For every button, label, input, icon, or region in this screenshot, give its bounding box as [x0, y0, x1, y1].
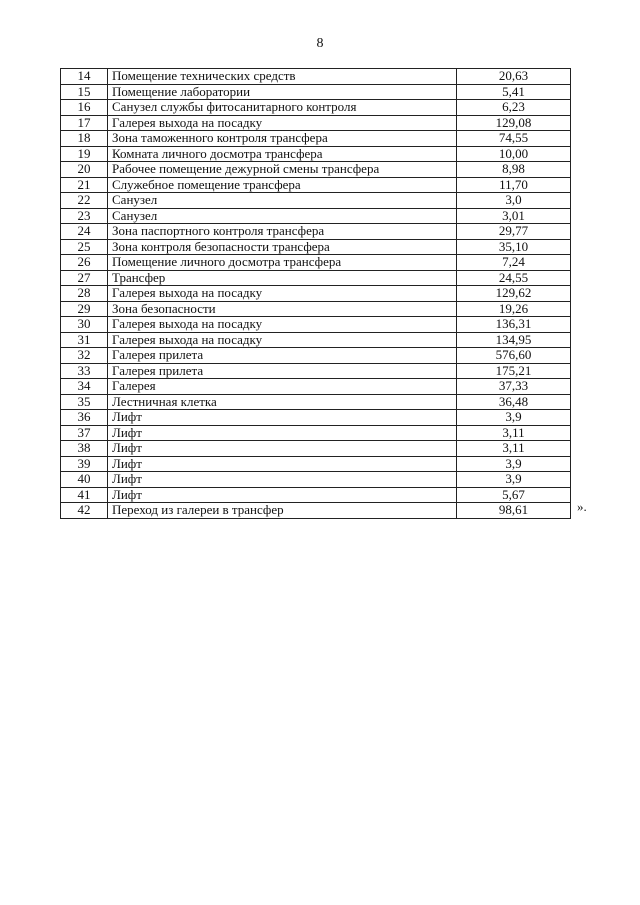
table-row [61, 487, 571, 503]
table-row [61, 84, 571, 100]
row-number: 25 [61, 239, 108, 255]
room-area: 134,95 [457, 332, 571, 348]
room-name: Галерея прилета [108, 348, 457, 364]
room-area: 136,31 [457, 317, 571, 333]
table-row [61, 317, 571, 333]
room-area: 11,70 [457, 177, 571, 193]
row-number: 16 [61, 100, 108, 116]
table-row [61, 131, 571, 147]
room-area: 5,41 [457, 84, 571, 100]
room-area: 5,67 [457, 487, 571, 503]
row-number: 26 [61, 255, 108, 271]
room-area: 3,11 [457, 425, 571, 441]
row-number: 17 [61, 115, 108, 131]
table-row [61, 425, 571, 441]
table-row [61, 193, 571, 209]
table-row [61, 456, 571, 472]
row-number: 21 [61, 177, 108, 193]
table-row [61, 239, 571, 255]
room-name: Трансфер [108, 270, 457, 286]
room-name: Переход из галереи в трансфер [108, 503, 457, 519]
room-name: Санузел службы фитосанитарного контроля [108, 100, 457, 116]
table-row [61, 363, 571, 379]
row-number: 33 [61, 363, 108, 379]
room-area: 7,24 [457, 255, 571, 271]
room-name: Лифт [108, 472, 457, 488]
row-number: 31 [61, 332, 108, 348]
room-name: Лифт [108, 410, 457, 426]
page-number: 8 [316, 36, 324, 51]
table-row [61, 162, 571, 178]
room-area: 3,11 [457, 441, 571, 457]
room-area: 98,61 [457, 503, 571, 519]
table-row [61, 410, 571, 426]
rooms-table [60, 68, 571, 519]
room-area: 10,00 [457, 146, 571, 162]
row-number: 37 [61, 425, 108, 441]
room-area: 6,23 [457, 100, 571, 116]
table-row [61, 146, 571, 162]
row-number: 27 [61, 270, 108, 286]
room-name: Помещение личного досмотра трансфера [108, 255, 457, 271]
row-number: 29 [61, 301, 108, 317]
table-row [61, 503, 571, 519]
row-number: 23 [61, 208, 108, 224]
room-area: 3,0 [457, 193, 571, 209]
table-row [61, 348, 571, 364]
room-area: 29,77 [457, 224, 571, 240]
row-number: 18 [61, 131, 108, 147]
table-row [61, 301, 571, 317]
row-number: 41 [61, 487, 108, 503]
row-number: 40 [61, 472, 108, 488]
row-number: 35 [61, 394, 108, 410]
row-number: 22 [61, 193, 108, 209]
room-area: 129,08 [457, 115, 571, 131]
room-name: Лифт [108, 425, 457, 441]
room-area: 35,10 [457, 239, 571, 255]
room-name: Зона контроля безопасности трансфера [108, 239, 457, 255]
room-name: Санузел [108, 208, 457, 224]
room-area: 129,62 [457, 286, 571, 302]
table-row [61, 472, 571, 488]
room-name: Галерея выхода на посадку [108, 317, 457, 333]
room-name: Галерея [108, 379, 457, 395]
table-row [61, 177, 571, 193]
row-number: 36 [61, 410, 108, 426]
room-name: Галерея выхода на посадку [108, 286, 457, 302]
room-area: 19,26 [457, 301, 571, 317]
row-number: 32 [61, 348, 108, 364]
room-name: Помещение лаборатории [108, 84, 457, 100]
row-number: 24 [61, 224, 108, 240]
room-name: Лестничная клетка [108, 394, 457, 410]
table-row [61, 255, 571, 271]
room-name: Рабочее помещение дежурной смены трансфера [108, 162, 457, 178]
row-number: 30 [61, 317, 108, 333]
room-name: Лифт [108, 441, 457, 457]
closing-quote: ». [577, 499, 587, 514]
room-area: 3,9 [457, 472, 571, 488]
table-row [61, 224, 571, 240]
room-name: Зона безопасности [108, 301, 457, 317]
table-row [61, 332, 571, 348]
room-name: Помещение технических средств [108, 69, 457, 85]
table-row [61, 394, 571, 410]
room-name: Галерея прилета [108, 363, 457, 379]
room-name: Служебное помещение трансфера [108, 177, 457, 193]
table-row [61, 100, 571, 116]
room-area: 36,48 [457, 394, 571, 410]
table-row [61, 208, 571, 224]
room-area: 576,60 [457, 348, 571, 364]
room-name: Комната личного досмотра трансфера [108, 146, 457, 162]
row-number: 38 [61, 441, 108, 457]
row-number: 39 [61, 456, 108, 472]
room-area: 3,9 [457, 456, 571, 472]
table-row [61, 115, 571, 131]
row-number: 20 [61, 162, 108, 178]
room-name: Лифт [108, 456, 457, 472]
table-row [61, 286, 571, 302]
table-row [61, 441, 571, 457]
room-name: Лифт [108, 487, 457, 503]
room-name: Зона таможенного контроля трансфера [108, 131, 457, 147]
room-area: 20,63 [457, 69, 571, 85]
room-name: Галерея выхода на посадку [108, 332, 457, 348]
table-row [61, 69, 571, 85]
room-area: 175,21 [457, 363, 571, 379]
room-area: 37,33 [457, 379, 571, 395]
room-name: Зона паспортного контроля трансфера [108, 224, 457, 240]
table-row [61, 379, 571, 395]
row-number: 34 [61, 379, 108, 395]
row-number: 42 [61, 503, 108, 519]
room-area: 74,55 [457, 131, 571, 147]
table-row [61, 270, 571, 286]
room-area: 24,55 [457, 270, 571, 286]
room-area: 3,9 [457, 410, 571, 426]
row-number: 28 [61, 286, 108, 302]
room-name: Санузел [108, 193, 457, 209]
room-name: Галерея выхода на посадку [108, 115, 457, 131]
room-area: 8,98 [457, 162, 571, 178]
rooms-table-body [61, 69, 571, 519]
row-number: 15 [61, 84, 108, 100]
row-number: 14 [61, 69, 108, 85]
row-number: 19 [61, 146, 108, 162]
room-area: 3,01 [457, 208, 571, 224]
